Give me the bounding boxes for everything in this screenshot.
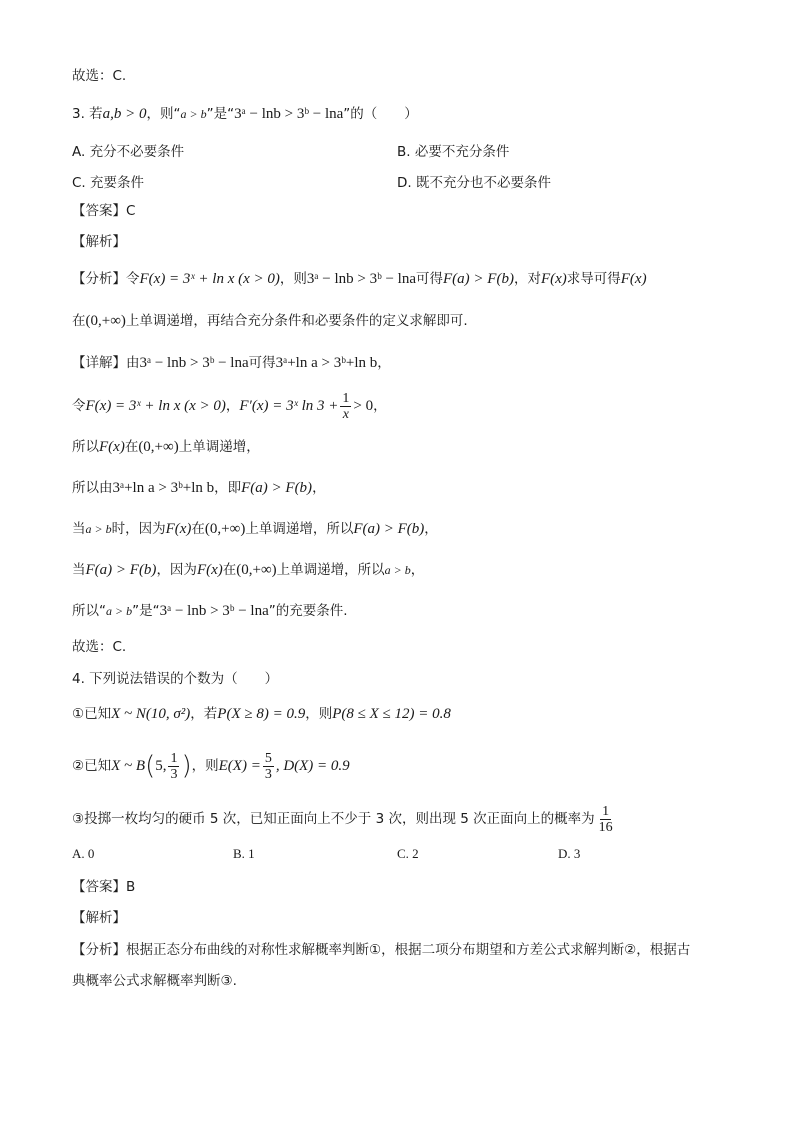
q3-so1-fx: F(x)	[99, 439, 125, 455]
q4-statement-3	[72, 801, 617, 837]
q3-fenxi-6: 在	[72, 313, 86, 329]
q3-when1-interval: (0,+∞)	[204, 521, 246, 537]
q3-fenxi-2: ，则	[279, 271, 307, 287]
q4-statement-2	[72, 746, 350, 786]
q3-when1-4: 上单调递增，所以	[245, 521, 354, 537]
q3-fenxi-4: ，对	[513, 271, 541, 287]
q3-cond: a,b > 0	[102, 106, 147, 122]
q3-so1-3: 上单调递增，	[178, 439, 260, 455]
q3-fenxi-3: 可得	[416, 271, 444, 287]
q3-option-b: B. 必要不充分条件	[397, 144, 510, 160]
q4-fenxi-line1: 【分析】根据正态分布曲线的对称性求解概率判断①，根据二项分布期望和方差公式求解判断②，根据古	[72, 942, 691, 958]
q3-detail-2: 可得	[248, 355, 276, 371]
q4-s2-lparen: (	[145, 751, 156, 781]
q4-s2-2: ，则	[191, 758, 219, 774]
q3-let-1: 令	[72, 398, 86, 414]
q3-when1-fx: F(x)	[165, 521, 192, 537]
q4-fenxi-line2: 典概率公式求解概率判断③.	[72, 973, 237, 989]
q3-when1-5: ，	[424, 521, 438, 537]
q3-fenxi-fafb: F(a) > F(b)	[443, 271, 514, 287]
q4-s2-dist-b: 5,	[155, 758, 167, 774]
q4-s2-frac-num: 1	[170, 750, 178, 766]
q4-s1-p2: P(8 ≤ X ≤ 12) = 0.8	[332, 706, 451, 722]
q3-stem-tail: ”的（ ）	[343, 106, 418, 122]
q4-statement-1	[72, 704, 451, 724]
q3-concl-2: ”是“	[132, 603, 160, 619]
q3-q: 3ᵃ − lnb > 3ᵇ − lna	[234, 106, 344, 122]
q3-stem-prefix: 3. 若	[72, 106, 103, 122]
q3-p: a > b	[180, 107, 207, 121]
q3-fenxi-fx: F(x)	[540, 271, 567, 287]
q3-fenxi-line2	[72, 311, 468, 331]
q2-choose: 故选：C.	[72, 68, 127, 84]
q3-detail-ineq: 3ᵃ − lnb > 3ᵇ − lna	[139, 355, 249, 371]
q3-fenxi-line1	[72, 269, 647, 289]
q3-let-frac	[340, 391, 351, 422]
q3-concl-1: 所以“	[72, 603, 106, 619]
q3-so2-3: ，	[312, 480, 326, 496]
q4-s1-1: ①已知	[72, 706, 112, 722]
q3-let-deriv: F′(x) = 3ˣ ln 3 +	[239, 398, 339, 414]
q3-when1-cond: a > b	[85, 522, 112, 536]
q3-stem	[72, 104, 418, 124]
q3-when1-line	[72, 519, 438, 539]
q3-when1-1: 当	[72, 521, 86, 537]
q3-fenxi-5: 求导可得	[566, 271, 621, 287]
q3-so1-1: 所以	[72, 439, 99, 455]
q3-when2-cond: a > b	[384, 563, 411, 577]
q3-fenxi-fx2: F(x)	[620, 271, 647, 287]
q4-s3-frac	[597, 804, 615, 835]
q4-s2-e: E(X) =	[218, 758, 261, 774]
q3-fenxi-ineq: 3ᵃ − lnb > 3ᵇ − lna	[306, 271, 417, 287]
q3-fenxi-interval: (0,+∞)	[85, 313, 126, 329]
q3-so2-1: 所以由	[72, 480, 113, 496]
q3-so2-f: F(a) > F(b)	[241, 480, 313, 496]
q3-so2-line	[72, 478, 326, 498]
q3-let-3: > 0	[353, 398, 374, 414]
q4-s3-den: 16	[598, 819, 613, 835]
q4-option-d: D. 3	[558, 846, 581, 861]
q3-fenxi-1: 【分析】令	[72, 271, 140, 287]
q3-when1-3: 在	[191, 521, 205, 537]
q3-choose: 故选：C.	[72, 639, 127, 655]
q3-so1-interval: (0,+∞)	[138, 439, 179, 455]
q3-when2-f: F(a) > F(b)	[85, 562, 157, 578]
q3-let-2: ，	[225, 398, 240, 414]
q3-so2-2: ，即	[214, 480, 242, 496]
q3-when2-4: 上单调递增，所以	[276, 562, 385, 578]
q3-let-frac-den: x	[342, 406, 349, 422]
q4-s1-dist: X ~ N(10, σ²)	[111, 706, 191, 722]
q4-analysis-title: 【解析】	[72, 910, 126, 926]
q4-s2-1: ②已知	[72, 758, 112, 774]
q4-s3-text: ③投掷一枚均匀的硬币 5 次，已知正面向上不少于 3 次，则出现 5 次正面向上的概率为	[72, 811, 595, 827]
q3-when2-3: 在	[222, 562, 237, 578]
q3-when2-1: 当	[72, 562, 86, 578]
q4-option-c: C. 2	[397, 846, 419, 861]
q3-concl-q: 3ᵃ − lnb > 3ᵇ − lna	[159, 603, 269, 619]
q3-when2-fx: F(x)	[196, 562, 223, 578]
q4-option-a: A. 0	[72, 846, 95, 861]
q4-answer: 【答案】B	[72, 879, 136, 895]
q3-option-d: D. 既不充分也不必要条件	[397, 175, 551, 191]
q4-s1-p1: P(X ≥ 8) = 0.9	[217, 706, 306, 722]
q3-option-a: A. 充分不必要条件	[72, 144, 185, 160]
q4-s2-rparen: )	[181, 751, 192, 781]
q3-let-frac-num: 1	[342, 390, 350, 406]
q3-concl-3: ”的充要条件.	[268, 603, 348, 619]
q3-option-c: C. 充要条件	[72, 175, 145, 191]
q3-when2-interval: (0,+∞)	[236, 562, 277, 578]
q3-fenxi-f: F(x) = 3ˣ + ln x (x > 0)	[139, 271, 280, 287]
q4-s2-e-den: 3	[264, 766, 272, 782]
q3-so1-line	[72, 437, 260, 457]
q4-s2-e-frac	[263, 751, 274, 782]
q3-so1-2: 在	[124, 439, 139, 455]
q3-stem-mid2: ”是“	[206, 106, 235, 122]
q3-stem-mid1: ，则“	[146, 106, 181, 122]
q3-when1-f: F(a) > F(b)	[353, 521, 425, 537]
q4-s1-3: ，则	[305, 706, 333, 722]
q4-s3-num: 1	[602, 803, 610, 819]
q4-option-b: B. 1	[233, 846, 255, 861]
q4-s1-2: ，若	[190, 706, 218, 722]
q3-fenxi-7: 上单调递增，再结合充分条件和必要条件的定义求解即可.	[125, 313, 468, 329]
q4-s2-e-num: 5	[264, 750, 272, 766]
q4-s2-dist-a: X ~ B	[111, 758, 146, 774]
q3-answer: 【答案】C	[72, 203, 136, 219]
q3-concl-p: a > b	[106, 604, 133, 618]
q3-when1-2: 时，因为	[111, 521, 166, 537]
q3-detail-ineq2: 3ᵃ+ln a > 3ᵇ+ln b	[275, 355, 378, 371]
q4-stem: 4. 下列说法错误的个数为（ ）	[72, 671, 279, 687]
q3-analysis-title: 【解析】	[72, 234, 126, 250]
q3-let-4: ，	[373, 398, 387, 414]
q3-conclusion-line	[72, 601, 348, 621]
q4-s2-frac	[168, 751, 179, 782]
q3-when2-5: ，	[410, 562, 425, 578]
q4-s2-d: , D(X) = 0.9	[275, 758, 350, 774]
q3-detail-3: ，	[377, 355, 391, 371]
q3-let-f: F(x) = 3ˣ + ln x (x > 0)	[85, 398, 226, 414]
q3-when2-line	[72, 560, 424, 580]
q3-let-line	[72, 390, 387, 422]
q3-when2-2: ，因为	[156, 562, 197, 578]
q3-so2-ineq: 3ᵃ+ln a > 3ᵇ+ln b	[112, 480, 215, 496]
q3-detail-line1	[72, 353, 391, 373]
q4-s2-frac-den: 3	[170, 766, 178, 782]
q3-detail-1: 【详解】由	[72, 355, 140, 371]
